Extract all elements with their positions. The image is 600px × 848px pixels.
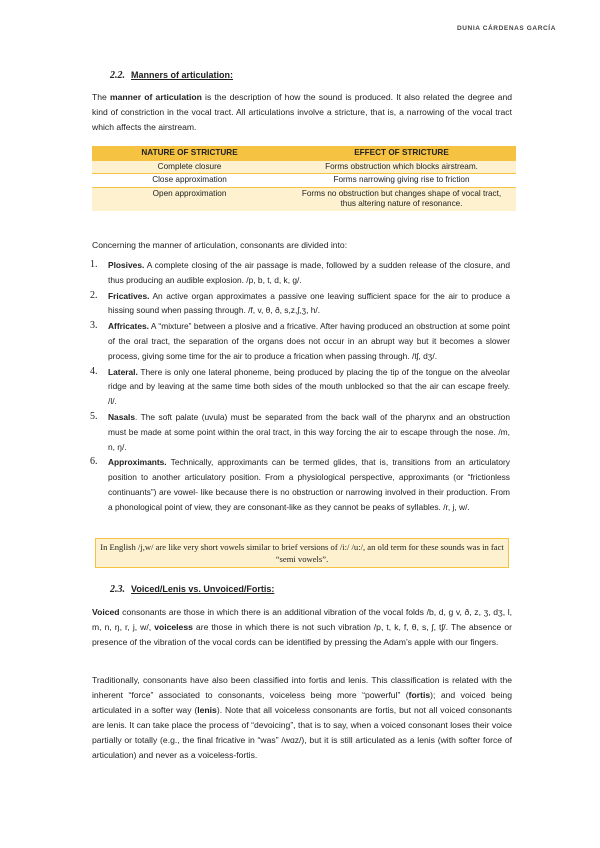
list-item [90, 455, 510, 514]
list-text: A complete closing of the air passage is made, followed by a sudden release of the closure, and thus producing an audible explosion. /p, b, t, d, k, g/. [108, 260, 510, 285]
voiced-text-b: are those in which there is not such vibration /p, t, k, f, θ, s, ʃ, tʃ/. The absence or presence of the vibration of the vocal cords can be identified by pressing the Adam’s apple with our fingers. [92, 622, 512, 647]
table-cell-effect: Forms narrowing giving rise to friction [287, 174, 516, 188]
voiceless-term: voiceless [154, 622, 193, 632]
section-heading-voiced [110, 584, 274, 595]
section-number: 2.3. [110, 584, 125, 595]
section-heading-manners [110, 70, 233, 81]
table-cell-effect: Forms obstruction which blocks airstream. [287, 161, 516, 174]
list-text: A “mixture” between a plosive and a fricative. After having produced an obstruction at some point of the oral tract, the separation of the organs does not occur in an abrupt way but it becomes a slower process, giving some time for the air to produce a frication when passing through. /tʃ, dʒ/. [108, 321, 510, 361]
voiced-text-a: consonants are those in which there is an additional vibration of the vocal folds /b, d, g v, ð, z, ʒ, dʒ, l, m, n, ŋ, r, j, w/, [92, 607, 512, 632]
list-number: 1. [90, 259, 98, 270]
table-cell-nature: Open approximation [92, 187, 287, 211]
section-title: Voiced/Lenis vs. Unvoiced/Fortis: [131, 584, 275, 594]
list-text: There is only one lateral phoneme, being produced by placing the tip of the tongue on the alveolar ridge and by leaving at the same time both sides of the mouth unblocked so that the air can escape freely. /l/. [108, 366, 510, 407]
list-number: 2. [90, 289, 98, 301]
fortis-lenis-paragraph [92, 673, 512, 763]
list-text: Technically, approximants can be termed glides, that is, transitions from an articulatory position to another articulatory position. From a physiological perspective, approximants (or “frictionless continuants”) are vowel- like because there is no obstruction or narrowing involved in their production. From a phonological point of view, they are consonant-like as they cannot be peaks of syllables. /r, j, w/. [108, 457, 510, 512]
voiced-paragraph [92, 605, 512, 650]
list-item [90, 289, 510, 319]
list-item [90, 365, 510, 409]
list-number: 4. [90, 365, 98, 377]
table-header-effect: EFFECT OF STRICTURE [287, 146, 516, 161]
list-term: Approximants. [108, 457, 167, 468]
table-row [92, 174, 516, 188]
list-term: Nasals [108, 411, 136, 422]
list-text: . The soft palate (uvula) must be separated from the back wall of the pharynx and an obstruction must be made at some point within the oral tract, in this way forcing the air to escape through the nose. /m, n, ŋ/. [108, 411, 510, 452]
list-number: 3. [90, 320, 98, 332]
list-term: Plosives. [108, 260, 145, 270]
intro-post: is the description of how the sound is produced. It also related the degree and kind of constriction in the vocal tract. All articulations involve a stricture, that is, a narrowing of the vocal tract which affects the airstream. [92, 92, 512, 132]
table-row [92, 161, 516, 174]
list-text: An active organ approximates a passive one leaving sufficient space for the air to produce a hissing sound when passing through. /f, v, θ, ð, s,z,ʃ,ʒ, h/. [108, 290, 510, 316]
author-header: DUNIA CÁRDENAS GARCÍA [456, 25, 556, 32]
list-number: 5. [90, 410, 98, 422]
fortis-text-a: Traditionally, consonants have also been classified into fortis and lenis. This classification is related with the inherent “force” associated to consonants, voiceless being more “powerful” ( [92, 675, 512, 700]
table-header-nature: NATURE OF STRICTURE [92, 146, 287, 161]
intro-paragraph [92, 90, 512, 135]
table-cell-nature: Complete closure [92, 161, 287, 174]
intro-term: manner of articulation [110, 92, 202, 102]
section-number: 2.2. [110, 70, 125, 81]
list-term: Fricatives. [108, 290, 150, 301]
manners-list [90, 258, 510, 516]
section-title: Manners of articulation: [131, 70, 234, 80]
table-header-row [92, 146, 516, 161]
concerning-line: Concerning the manner of articulation, consonants are divided into: [92, 240, 348, 250]
list-item [90, 258, 510, 288]
fortis-text-b: ); and voiced being articulated in a softer way ( [92, 690, 512, 715]
table-cell-nature: Close approximation [92, 174, 287, 188]
list-term: Affricates. [108, 321, 149, 332]
fortis-term: fortis [408, 690, 431, 700]
stricture-table [92, 146, 516, 211]
list-item [90, 319, 510, 363]
semi-vowels-note: In English /j,w/ are like very short vowels similar to brief versions of /i:/ /u:/, an old term for these sounds was in fact “semi vowels”. [95, 538, 509, 568]
list-number: 6. [90, 456, 98, 468]
fortis-text-c: ). Note that all voiceless consonants are fortis, but not all voiced consonants are lenis. It can take place the process of “devoicing”, that is to say, when a voiced consonant loses their voice partially or totally (e.g., the final fricative in “was” /wɑz/), but it is still articulated as a lenis (with softer force of articulation) and never as a voiceless-fortis. [92, 705, 512, 760]
list-term: Lateral. [108, 366, 138, 377]
intro-pre: The [92, 92, 110, 102]
table-row [92, 187, 516, 211]
lenis-term: lenis [197, 705, 217, 715]
table-cell-effect: Forms no obstruction but changes shape of vocal tract, thus altering nature of resonance. [287, 187, 516, 211]
voiced-term: Voiced [92, 607, 120, 617]
list-item [90, 410, 510, 454]
